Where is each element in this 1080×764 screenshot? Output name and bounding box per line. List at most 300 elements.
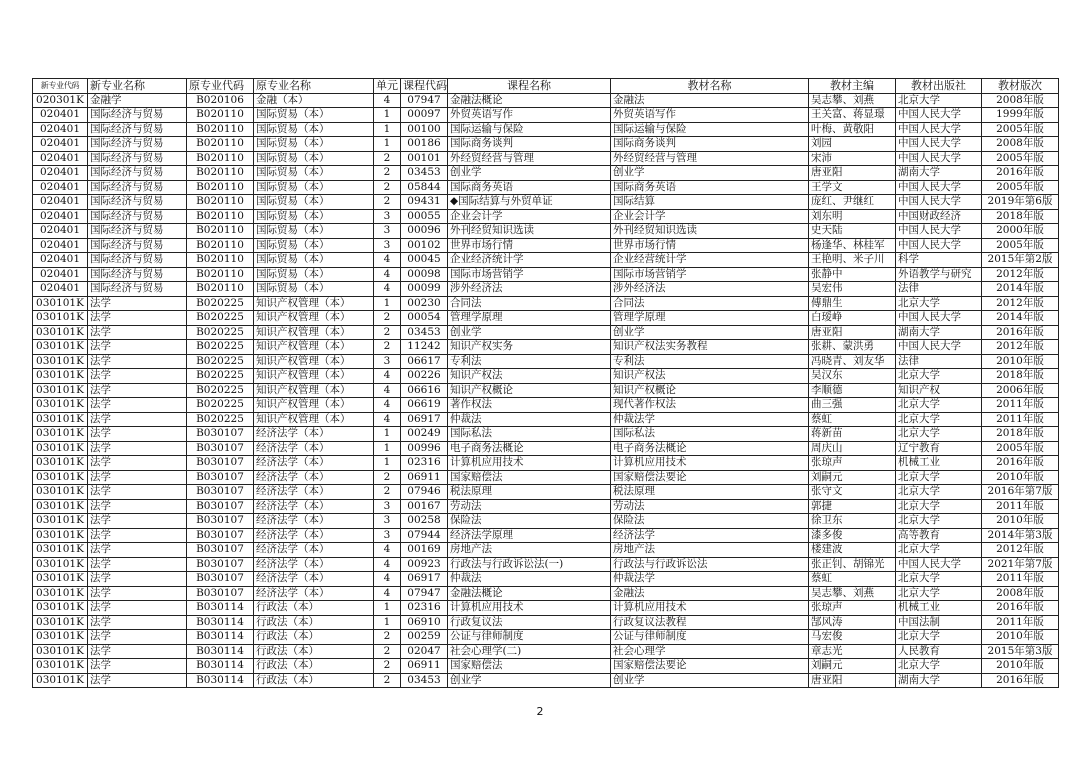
cell-course-name: 国家赔偿法 — [448, 659, 611, 674]
cell-new-major-name: 法学 — [88, 673, 187, 688]
cell-course-code: 07947 — [401, 93, 448, 108]
cell-unit: 4 — [374, 369, 401, 384]
cell-new-major-name: 法学 — [88, 427, 187, 442]
cell-unit: 2 — [374, 659, 401, 674]
cell-old-major-name: 知识产权管理（本） — [254, 354, 374, 369]
cell-publisher: 中国人民大学 — [896, 195, 982, 210]
table-body — [33, 93, 1059, 688]
cell-new-major-code: 030101K — [33, 325, 88, 340]
cell-new-major-name: 法学 — [88, 630, 187, 645]
cell-unit: 3 — [374, 499, 401, 514]
cell-textbook-name: 知识产权概论 — [611, 383, 809, 398]
cell-unit: 2 — [374, 340, 401, 355]
table-row — [33, 659, 1059, 674]
cell-editor: 曲三强 — [809, 398, 896, 413]
cell-old-major-code: B020110 — [187, 151, 254, 166]
cell-old-major-name: 知识产权管理（本） — [254, 340, 374, 355]
cell-textbook-name: 外经贸经营与管理 — [611, 151, 809, 166]
cell-edition: 2005年版 — [982, 238, 1059, 253]
cell-edition: 2012年版 — [982, 543, 1059, 558]
cell-new-major-name: 法学 — [88, 456, 187, 471]
cell-unit: 2 — [374, 673, 401, 688]
cell-new-major-name: 国际经济与贸易 — [88, 137, 187, 152]
cell-edition: 2016年版 — [982, 456, 1059, 471]
cell-edition: 2018年版 — [982, 209, 1059, 224]
cell-publisher: 知识产权 — [896, 383, 982, 398]
cell-unit: 4 — [374, 412, 401, 427]
cell-course-name: 企业会计学 — [448, 209, 611, 224]
cell-editor: 刘东明 — [809, 209, 896, 224]
cell-new-major-name: 法学 — [88, 485, 187, 500]
cell-course-code: 00186 — [401, 137, 448, 152]
cell-textbook-name: 计算机应用技术 — [611, 456, 809, 471]
cell-course-code: 00249 — [401, 427, 448, 442]
cell-new-major-name: 法学 — [88, 296, 187, 311]
cell-course-code: 00169 — [401, 543, 448, 558]
cell-course-name: 知识产权概论 — [448, 383, 611, 398]
cell-old-major-name: 知识产权管理（本） — [254, 398, 374, 413]
cell-publisher: 机械工业 — [896, 601, 982, 616]
cell-new-major-code: 030101K — [33, 572, 88, 587]
cell-course-code: 02316 — [401, 601, 448, 616]
cell-course-code: 05844 — [401, 180, 448, 195]
cell-edition: 2016年版 — [982, 673, 1059, 688]
cell-old-major-code: B030107 — [187, 427, 254, 442]
cell-old-major-code: B030107 — [187, 485, 254, 500]
cell-textbook-name: 电子商务法概论 — [611, 441, 809, 456]
cell-unit: 1 — [374, 615, 401, 630]
cell-publisher: 北京大学 — [896, 572, 982, 587]
cell-edition: 2012年版 — [982, 296, 1059, 311]
table-row — [33, 412, 1059, 427]
cell-unit: 2 — [374, 166, 401, 181]
cell-old-major-name: 国际贸易（本） — [254, 137, 374, 152]
cell-old-major-name: 经济法学（本） — [254, 586, 374, 601]
cell-textbook-name: 仲裁法学 — [611, 572, 809, 587]
cell-editor: 郜风涛 — [809, 615, 896, 630]
cell-course-code: 06911 — [401, 470, 448, 485]
cell-editor: 王关富、蒋显璟 — [809, 108, 896, 123]
cell-new-major-name: 法学 — [88, 470, 187, 485]
cell-edition: 2010年版 — [982, 354, 1059, 369]
cell-old-major-name: 国际贸易（本） — [254, 209, 374, 224]
header-editor: 教材主编 — [809, 79, 896, 94]
cell-editor: 吴志攀、刘燕 — [809, 93, 896, 108]
cell-new-major-name: 法学 — [88, 340, 187, 355]
cell-new-major-code: 030101K — [33, 557, 88, 572]
cell-textbook-name: 国家赔偿法要论 — [611, 659, 809, 674]
cell-course-code: 00097 — [401, 108, 448, 123]
cell-edition: 2014年第3版 — [982, 528, 1059, 543]
cell-old-major-code: B030107 — [187, 456, 254, 471]
table-row — [33, 180, 1059, 195]
cell-new-major-name: 法学 — [88, 383, 187, 398]
cell-old-major-name: 经济法学（本） — [254, 543, 374, 558]
cell-course-name: 创业学 — [448, 325, 611, 340]
table-row — [33, 586, 1059, 601]
cell-new-major-code: 030101K — [33, 601, 88, 616]
cell-editor: 楼建波 — [809, 543, 896, 558]
cell-course-code: 00258 — [401, 514, 448, 529]
cell-course-name: 国际运输与保险 — [448, 122, 611, 137]
cell-publisher: 中国人民大学 — [896, 108, 982, 123]
cell-editor: 王艳明、米子川 — [809, 253, 896, 268]
cell-old-major-name: 经济法学（本） — [254, 441, 374, 456]
cell-new-major-name: 金融学 — [88, 93, 187, 108]
cell-old-major-code: B020225 — [187, 296, 254, 311]
cell-old-major-name: 经济法学（本） — [254, 427, 374, 442]
cell-course-name: 国家赔偿法 — [448, 470, 611, 485]
cell-new-major-name: 法学 — [88, 514, 187, 529]
cell-edition: 2018年版 — [982, 369, 1059, 384]
cell-course-name: 著作权法 — [448, 398, 611, 413]
cell-new-major-name: 国际经济与贸易 — [88, 238, 187, 253]
cell-publisher: 中国人民大学 — [896, 311, 982, 326]
header-unit: 单元 — [374, 79, 401, 94]
cell-new-major-code: 020401 — [33, 108, 88, 123]
cell-new-major-name: 法学 — [88, 354, 187, 369]
cell-old-major-code: B020225 — [187, 398, 254, 413]
textbook-table — [32, 78, 1059, 688]
cell-course-name: 世界市场行情 — [448, 238, 611, 253]
cell-publisher: 北京大学 — [896, 659, 982, 674]
cell-publisher: 中国人民大学 — [896, 224, 982, 239]
cell-new-major-code: 030101K — [33, 644, 88, 659]
cell-new-major-code: 020401 — [33, 195, 88, 210]
cell-course-code: 06617 — [401, 354, 448, 369]
table-header-row — [33, 79, 1059, 94]
cell-course-code: 11242 — [401, 340, 448, 355]
cell-new-major-name: 法学 — [88, 586, 187, 601]
cell-old-major-code: B020110 — [187, 253, 254, 268]
cell-edition: 2016年版 — [982, 325, 1059, 340]
cell-new-major-code: 020401 — [33, 151, 88, 166]
cell-edition: 2010年版 — [982, 514, 1059, 529]
cell-editor: 庞红、尹继红 — [809, 195, 896, 210]
cell-editor: 张琼声 — [809, 601, 896, 616]
header-publisher: 教材出版社 — [896, 79, 982, 94]
cell-new-major-code: 020401 — [33, 282, 88, 297]
table-row — [33, 427, 1059, 442]
cell-old-major-name: 经济法学（本） — [254, 557, 374, 572]
cell-textbook-name: 管理学原理 — [611, 311, 809, 326]
cell-new-major-code: 030101K — [33, 456, 88, 471]
cell-old-major-code: B030114 — [187, 615, 254, 630]
cell-textbook-name: 企业会计学 — [611, 209, 809, 224]
cell-course-code: 00226 — [401, 369, 448, 384]
cell-new-major-code: 030101K — [33, 398, 88, 413]
cell-new-major-name: 国际经济与贸易 — [88, 122, 187, 137]
table-row — [33, 209, 1059, 224]
cell-new-major-code: 030101K — [33, 296, 88, 311]
cell-textbook-name: 国际结算 — [611, 195, 809, 210]
cell-old-major-name: 知识产权管理（本） — [254, 412, 374, 427]
cell-publisher: 北京大学 — [896, 93, 982, 108]
cell-course-code: 06917 — [401, 412, 448, 427]
cell-old-major-code: B020225 — [187, 340, 254, 355]
cell-course-code: 06619 — [401, 398, 448, 413]
cell-publisher: 机械工业 — [896, 456, 982, 471]
table-row — [33, 644, 1059, 659]
cell-new-major-name: 国际经济与贸易 — [88, 108, 187, 123]
cell-editor: 周庆山 — [809, 441, 896, 456]
cell-editor: 马宏俊 — [809, 630, 896, 645]
cell-edition: 2011年版 — [982, 572, 1059, 587]
cell-textbook-name: 保险法 — [611, 514, 809, 529]
cell-editor: 张耕、蒙洪勇 — [809, 340, 896, 355]
table-row — [33, 441, 1059, 456]
table-row — [33, 325, 1059, 340]
cell-old-major-code: B020106 — [187, 93, 254, 108]
cell-new-major-code: 020401 — [33, 122, 88, 137]
cell-publisher: 北京大学 — [896, 427, 982, 442]
cell-textbook-name: 金融法 — [611, 93, 809, 108]
cell-old-major-code: B030107 — [187, 528, 254, 543]
cell-old-major-code: B030107 — [187, 470, 254, 485]
cell-old-major-name: 行政法（本） — [254, 659, 374, 674]
cell-new-major-code: 030101K — [33, 543, 88, 558]
header-edition: 教材版次 — [982, 79, 1059, 94]
cell-new-major-name: 国际经济与贸易 — [88, 224, 187, 239]
cell-old-major-name: 经济法学（本） — [254, 470, 374, 485]
cell-old-major-code: B030114 — [187, 673, 254, 688]
cell-unit: 1 — [374, 108, 401, 123]
table-row — [33, 543, 1059, 558]
cell-editor: 吴宏伟 — [809, 282, 896, 297]
cell-course-code: 00167 — [401, 499, 448, 514]
cell-old-major-name: 经济法学（本） — [254, 528, 374, 543]
cell-unit: 4 — [374, 572, 401, 587]
cell-editor: 王学文 — [809, 180, 896, 195]
cell-new-major-name: 法学 — [88, 615, 187, 630]
cell-old-major-code: B020110 — [187, 195, 254, 210]
cell-edition: 2006年版 — [982, 383, 1059, 398]
header-textbook-name: 教材名称 — [611, 79, 809, 94]
cell-course-code: 06911 — [401, 659, 448, 674]
cell-editor: 郭捷 — [809, 499, 896, 514]
cell-new-major-code: 030101K — [33, 673, 88, 688]
cell-old-major-code: B020110 — [187, 122, 254, 137]
cell-old-major-code: B020225 — [187, 325, 254, 340]
cell-unit: 4 — [374, 267, 401, 282]
cell-textbook-name: 知识产权法 — [611, 369, 809, 384]
cell-publisher: 北京大学 — [896, 630, 982, 645]
cell-editor: 张守文 — [809, 485, 896, 500]
cell-old-major-name: 金融（本） — [254, 93, 374, 108]
cell-old-major-name: 行政法（本） — [254, 644, 374, 659]
cell-new-major-name: 法学 — [88, 311, 187, 326]
table-row — [33, 601, 1059, 616]
cell-new-major-name: 国际经济与贸易 — [88, 166, 187, 181]
cell-editor: 吴汉东 — [809, 369, 896, 384]
cell-new-major-code: 030101K — [33, 528, 88, 543]
cell-old-major-code: B030107 — [187, 557, 254, 572]
header-new-major-code: 新专业代码 — [33, 79, 88, 94]
cell-unit: 4 — [374, 253, 401, 268]
cell-edition: 2015年第3版 — [982, 644, 1059, 659]
cell-course-name: 保险法 — [448, 514, 611, 529]
cell-textbook-name: 税法原理 — [611, 485, 809, 500]
cell-old-major-code: B020225 — [187, 383, 254, 398]
cell-textbook-name: 计算机应用技术 — [611, 601, 809, 616]
cell-course-name: 外刊经贸知识选读 — [448, 224, 611, 239]
cell-new-major-code: 030101K — [33, 340, 88, 355]
table-row — [33, 340, 1059, 355]
cell-edition: 2000年版 — [982, 224, 1059, 239]
cell-edition: 2010年版 — [982, 470, 1059, 485]
cell-old-major-code: B020225 — [187, 412, 254, 427]
cell-new-major-code: 020401 — [33, 166, 88, 181]
cell-old-major-name: 国际贸易（本） — [254, 282, 374, 297]
cell-unit: 4 — [374, 557, 401, 572]
cell-old-major-name: 国际贸易（本） — [254, 151, 374, 166]
cell-course-name: ◆国际结算与外贸单证 — [448, 195, 611, 210]
cell-course-name: 计算机应用技术 — [448, 456, 611, 471]
cell-edition: 2012年版 — [982, 340, 1059, 355]
cell-unit: 4 — [374, 282, 401, 297]
cell-publisher: 北京大学 — [896, 412, 982, 427]
cell-new-major-code: 020401 — [33, 238, 88, 253]
cell-old-major-name: 国际贸易（本） — [254, 195, 374, 210]
cell-unit: 1 — [374, 427, 401, 442]
cell-textbook-name: 外贸英语写作 — [611, 108, 809, 123]
cell-course-name: 仲裁法 — [448, 572, 611, 587]
cell-old-major-name: 知识产权管理（本） — [254, 296, 374, 311]
cell-editor: 张琼声 — [809, 456, 896, 471]
cell-old-major-name: 国际贸易（本） — [254, 238, 374, 253]
cell-unit: 2 — [374, 180, 401, 195]
cell-new-major-name: 国际经济与贸易 — [88, 267, 187, 282]
cell-unit: 2 — [374, 644, 401, 659]
cell-new-major-code: 030101K — [33, 311, 88, 326]
cell-edition: 2005年版 — [982, 151, 1059, 166]
cell-unit: 4 — [374, 398, 401, 413]
table-row — [33, 93, 1059, 108]
cell-publisher: 中国人民大学 — [896, 340, 982, 355]
table-row — [33, 369, 1059, 384]
cell-edition: 2011年版 — [982, 398, 1059, 413]
cell-editor: 张正钊、胡锦光 — [809, 557, 896, 572]
cell-editor: 唐亚阳 — [809, 166, 896, 181]
cell-new-major-name: 国际经济与贸易 — [88, 151, 187, 166]
cell-old-major-name: 国际贸易（本） — [254, 224, 374, 239]
cell-old-major-name: 知识产权管理（本） — [254, 383, 374, 398]
header-new-major-name: 新专业名称 — [88, 79, 187, 94]
cell-old-major-name: 国际贸易（本） — [254, 180, 374, 195]
cell-course-code: 00230 — [401, 296, 448, 311]
table-row — [33, 615, 1059, 630]
cell-edition: 2011年版 — [982, 412, 1059, 427]
cell-textbook-name: 现代著作权法 — [611, 398, 809, 413]
cell-edition: 2015年第2版 — [982, 253, 1059, 268]
cell-publisher: 北京大学 — [896, 398, 982, 413]
cell-new-major-name: 法学 — [88, 644, 187, 659]
cell-old-major-name: 经济法学（本） — [254, 485, 374, 500]
cell-course-code: 03453 — [401, 166, 448, 181]
cell-new-major-name: 法学 — [88, 601, 187, 616]
cell-new-major-code: 030101K — [33, 630, 88, 645]
cell-old-major-code: B030114 — [187, 659, 254, 674]
cell-new-major-code: 020401 — [33, 180, 88, 195]
cell-new-major-name: 国际经济与贸易 — [88, 253, 187, 268]
cell-textbook-name: 劳动法 — [611, 499, 809, 514]
cell-course-code: 02316 — [401, 456, 448, 471]
cell-new-major-name: 国际经济与贸易 — [88, 209, 187, 224]
cell-edition: 2005年版 — [982, 441, 1059, 456]
header-old-major-name: 原专业名称 — [254, 79, 374, 94]
table-row — [33, 630, 1059, 645]
cell-course-code: 07944 — [401, 528, 448, 543]
cell-new-major-code: 020401 — [33, 209, 88, 224]
cell-old-major-code: B020110 — [187, 267, 254, 282]
cell-old-major-name: 知识产权管理（本） — [254, 369, 374, 384]
cell-editor: 刘嗣元 — [809, 470, 896, 485]
cell-new-major-code: 030101K — [33, 499, 88, 514]
cell-old-major-name: 经济法学（本） — [254, 499, 374, 514]
cell-publisher: 北京大学 — [896, 586, 982, 601]
cell-course-name: 创业学 — [448, 166, 611, 181]
table-row — [33, 238, 1059, 253]
cell-publisher: 辽宁教育 — [896, 441, 982, 456]
cell-course-code: 00098 — [401, 267, 448, 282]
cell-textbook-name: 房地产法 — [611, 543, 809, 558]
cell-unit: 2 — [374, 325, 401, 340]
cell-textbook-name: 世界市场行情 — [611, 238, 809, 253]
cell-old-major-name: 经济法学（本） — [254, 514, 374, 529]
table-row — [33, 383, 1059, 398]
cell-course-name: 国际商务谈判 — [448, 137, 611, 152]
cell-old-major-code: B030107 — [187, 441, 254, 456]
cell-old-major-name: 国际贸易（本） — [254, 253, 374, 268]
cell-old-major-name: 国际贸易（本） — [254, 267, 374, 282]
cell-course-name: 创业学 — [448, 673, 611, 688]
cell-textbook-name: 国际市场营销学 — [611, 267, 809, 282]
cell-new-major-name: 法学 — [88, 412, 187, 427]
cell-new-major-name: 法学 — [88, 528, 187, 543]
cell-unit: 1 — [374, 601, 401, 616]
cell-unit: 4 — [374, 93, 401, 108]
cell-course-name: 金融法概论 — [448, 586, 611, 601]
cell-edition: 2016年版 — [982, 601, 1059, 616]
cell-course-code: 07947 — [401, 586, 448, 601]
cell-unit: 3 — [374, 209, 401, 224]
cell-publisher: 湖南大学 — [896, 673, 982, 688]
cell-course-name: 劳动法 — [448, 499, 611, 514]
cell-course-name: 合同法 — [448, 296, 611, 311]
table-row — [33, 122, 1059, 137]
cell-course-code: 00100 — [401, 122, 448, 137]
cell-publisher: 北京大学 — [896, 296, 982, 311]
cell-edition: 2012年版 — [982, 267, 1059, 282]
cell-old-major-name: 知识产权管理（本） — [254, 311, 374, 326]
table-row — [33, 195, 1059, 210]
cell-publisher: 科学 — [896, 253, 982, 268]
cell-new-major-code: 030101K — [33, 586, 88, 601]
cell-new-major-code: 030101K — [33, 369, 88, 384]
cell-course-name: 涉外经济法 — [448, 282, 611, 297]
cell-publisher: 湖南大学 — [896, 325, 982, 340]
cell-course-name: 房地产法 — [448, 543, 611, 558]
table-row — [33, 673, 1059, 688]
cell-editor: 傅鼎生 — [809, 296, 896, 311]
cell-unit: 3 — [374, 528, 401, 543]
cell-editor: 章志光 — [809, 644, 896, 659]
cell-old-major-name: 国际贸易（本） — [254, 108, 374, 123]
cell-unit: 2 — [374, 485, 401, 500]
cell-new-major-code: 030101K — [33, 514, 88, 529]
cell-textbook-name: 创业学 — [611, 325, 809, 340]
cell-course-name: 国际市场营销学 — [448, 267, 611, 282]
